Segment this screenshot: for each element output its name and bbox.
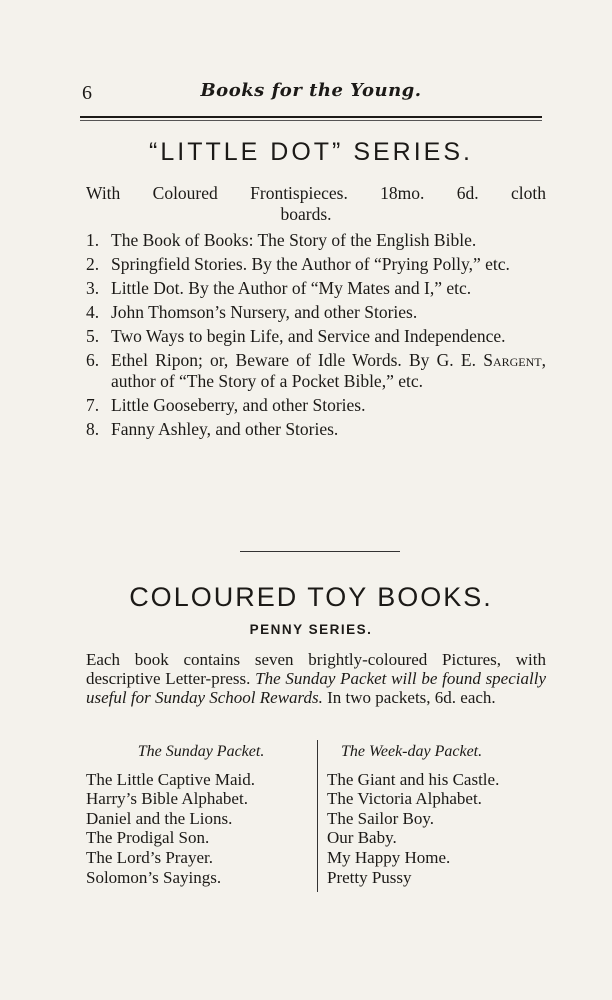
weekday-packet-heading: The Week-day Packet. [341,743,483,760]
author-name: Sargent [483,350,542,370]
item-text [111,350,546,392]
list-item [86,395,546,416]
list-item [86,350,546,392]
desc-plain: Each book contains seven brightly-coloured Pictures, with descriptive Letter-press. [86,650,546,688]
page-header [80,78,542,110]
list-item [86,230,546,251]
list-item: Daniel and the Lions. [86,808,233,828]
list-item [86,419,546,440]
toy-books-title: COLOURED TOY BOOKS. [129,582,493,612]
item-number: 4. [86,302,100,322]
section-divider [240,551,400,552]
header-rule [80,116,542,118]
item-number: 2. [86,254,100,274]
list-item: Harry’s Bible Alphabet. [86,789,248,809]
toy-books-subtitle: PENNY SERIES. [249,622,373,637]
list-item: The Prodigal Son. [86,828,210,848]
item-number: 3. [86,278,100,298]
header-rule-thin [80,120,542,121]
item-text: Springfield Stories. By the Author of “Prying Polly,” etc. [111,254,510,274]
list-item: Solomon’s Sayings. [86,867,222,887]
list-item: The Little Captive Maid. [86,769,256,789]
page-number: 6 [82,82,92,104]
list-item: The Lord’s Prayer. [86,847,213,867]
item-number: 8. [86,419,100,439]
little-dot-intro [86,183,546,225]
list-item: The Sailor Boy. [327,808,435,828]
list-item [86,326,546,347]
running-head: Books for the Young. [200,80,422,101]
item-text: Little Gooseberry, and other Stories. [111,395,366,415]
intro-line-1: With Coloured Frontispieces. 18mo. 6d. cloth [86,183,546,203]
list-item [86,302,546,323]
sunday-packet-heading: The Sunday Packet. [137,743,265,760]
column-divider [317,740,318,892]
list-item [86,278,546,299]
item-text: Fanny Ashley, and other Stories. [111,419,339,439]
list-item: The Giant and his Castle. [327,769,500,789]
list-item: Our Baby. [327,828,397,848]
item-number: 6. [86,350,100,370]
sunday-packet-column [86,742,316,887]
item-text: Little Dot. By the Author of “My Mates and I,” etc. [111,278,472,298]
intro-line-2: boards. [280,204,332,224]
item-text: The Book of Books: The Story of the English Bible. [111,230,477,250]
item-number: 7. [86,395,100,415]
item-text-after: , author of “The Story of a Pocket Bible,” etc. [111,350,546,391]
toy-books-description [86,650,546,707]
item-number: 5. [86,326,100,346]
little-dot-series-title: “LITTLE DOT” SERIES. [149,138,473,166]
item-text-before: Ethel Ripon; or, Beware of Idle Words. By G. E. [111,350,484,370]
item-number: 1. [86,230,100,250]
item-text: John Thomson’s Nursery, and other Stories. [111,302,418,322]
weekday-packet-column [327,742,549,887]
desc-end: In two packets, 6d. each. [322,688,496,707]
item-text: Two Ways to begin Life, and Service and Independence. [111,326,506,346]
desc-italic: The Sunday Packet will be found specially useful for Sunday School Rewards. [86,669,546,707]
list-item: Pretty Pussy [327,867,412,887]
list-item: The Victoria Alphabet. [327,789,482,809]
list-item: My Happy Home. [327,847,451,867]
list-item [86,254,546,275]
little-dot-list [86,230,546,443]
